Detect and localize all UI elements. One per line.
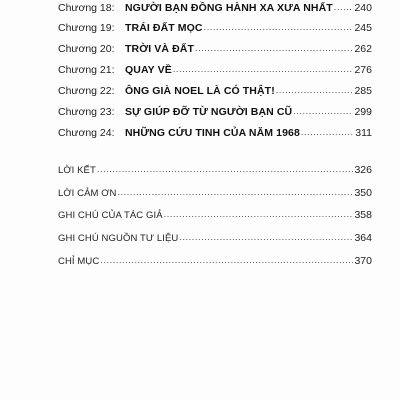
chapter-title: ÔNG GIÀ NOEL LÀ CÓ THẬT! xyxy=(125,85,275,97)
section-title: GHI CHÚ NGUỒN TƯ LIỆU xyxy=(58,233,179,244)
toc-entry-chapter-23 xyxy=(58,104,372,118)
toc-entry-author-notes xyxy=(58,207,372,221)
page-number: 370 xyxy=(354,255,372,267)
page-number: 350 xyxy=(354,187,372,199)
toc-entry-chapter-24 xyxy=(58,125,372,139)
dot-leader xyxy=(301,128,354,139)
dot-leader xyxy=(276,86,354,97)
dot-leader xyxy=(100,256,353,267)
chapter-number: Chương 19: xyxy=(58,22,115,34)
chapter-number: Chương 21: xyxy=(58,64,115,76)
chapter-title: SỰ GIÚP ĐỠ TỪ NGƯỜI BẠN CŨ xyxy=(125,106,293,118)
chapter-number: Chương 23: xyxy=(58,106,115,118)
dot-leader xyxy=(293,107,353,118)
dot-leader xyxy=(204,23,354,34)
dot-leader xyxy=(173,65,354,76)
chapter-number: Chương 18: xyxy=(58,2,115,14)
page-number: 276 xyxy=(354,64,372,76)
page-number: 245 xyxy=(354,22,372,34)
chapter-number: Chương 20: xyxy=(58,43,115,55)
section-title: LỜI CẢM ƠN xyxy=(58,188,117,199)
toc-entry-chapter-21 xyxy=(58,62,372,76)
dot-leader xyxy=(195,44,353,55)
dot-leader xyxy=(97,165,354,176)
page-number: 311 xyxy=(355,127,372,139)
page-number: 240 xyxy=(354,2,372,14)
chapter-number: Chương 24: xyxy=(58,127,115,139)
section-title: GHI CHÚ CỦA TÁC GIẢ xyxy=(58,210,163,221)
chapter-title: TRỜI VÀ ĐẤT xyxy=(125,43,194,55)
toc-entry-chapter-19 xyxy=(58,20,372,34)
dot-leader xyxy=(164,210,354,221)
chapter-number: Chương 22: xyxy=(58,85,115,97)
page-number: 326 xyxy=(354,164,372,176)
dot-leader xyxy=(334,3,354,14)
toc-entry-chapter-20 xyxy=(58,41,372,55)
page-number: 358 xyxy=(354,209,372,221)
page-number: 262 xyxy=(354,43,372,55)
dot-leader xyxy=(179,233,353,244)
page-number: 364 xyxy=(354,232,372,244)
toc-entry-acknowledgements xyxy=(58,185,372,199)
toc-entry-chapter-18 xyxy=(58,0,372,14)
chapter-title: TRÁI ĐẤT MỌC xyxy=(125,22,203,34)
section-title: LỜI KẾT xyxy=(58,165,96,176)
chapter-title: NHỮNG CỨU TINH CỦA NĂM 1968 xyxy=(125,127,300,139)
toc-entry-chapter-22 xyxy=(58,83,372,97)
toc-entry-index xyxy=(58,253,372,267)
dot-leader xyxy=(117,188,353,199)
toc-entry-source-notes xyxy=(58,230,372,244)
section-title: CHỈ MỤC xyxy=(58,256,100,267)
chapter-title: NGƯỜI BẠN ĐỒNG HÀNH XA XƯA NHẤT xyxy=(125,2,333,14)
page-number: 285 xyxy=(354,85,372,97)
page-number: 299 xyxy=(354,106,372,118)
toc-entry-epilogue xyxy=(58,162,372,176)
chapter-title: QUAY VỀ xyxy=(125,64,172,76)
